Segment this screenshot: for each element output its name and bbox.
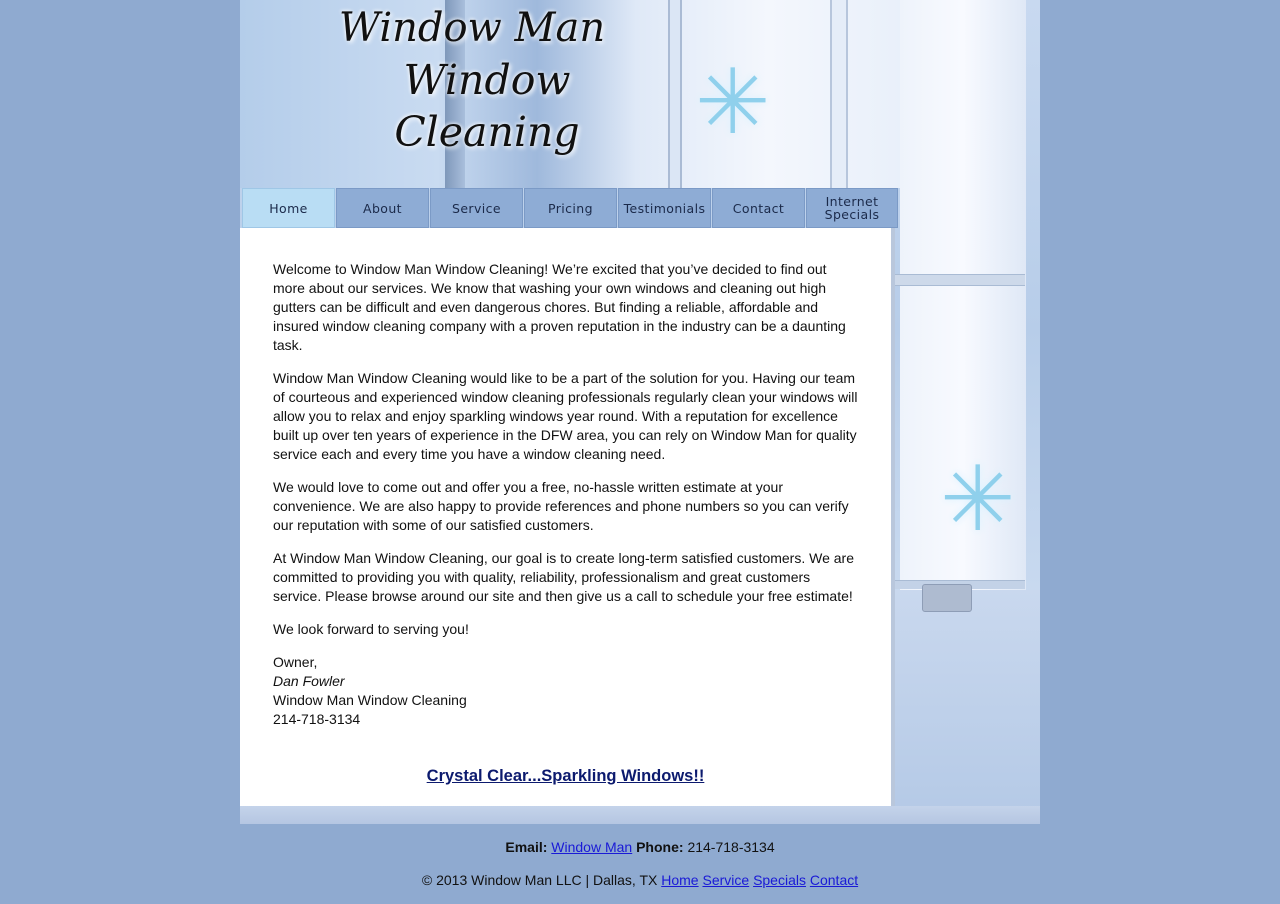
footer-copyright-bar	[0, 871, 1280, 889]
footer-link-service[interactable]: Service	[702, 872, 750, 888]
window-latch	[922, 584, 972, 612]
footer-email-link[interactable]: Window Man	[551, 839, 633, 855]
intro-paragraph-4: At Window Man Window Cleaning, our goal is to create long-term satisfied customers. We are committed to providing you with quality, reliability, professionalism and great customers service. Please browse around our site and then give us a call to schedule your free estimate!	[273, 550, 854, 604]
signature-block	[273, 653, 858, 729]
signature-role: Owner,	[273, 654, 318, 670]
frame-bottom-border	[240, 806, 1040, 824]
footer-email-label: Email:	[505, 839, 548, 855]
footer-link-home[interactable]: Home	[661, 872, 699, 888]
footer-phone-value: 214-718-3134	[687, 839, 775, 855]
footer-phone-label: Phone:	[636, 839, 684, 855]
footer-contact	[0, 838, 1280, 856]
window-frame-bar	[668, 0, 682, 188]
window-mullion	[895, 274, 1025, 286]
intro-paragraph-2: Window Man Window Cleaning would like to be a part of the solution for you. Having our team of courteous and experienced window cleaning professionals regularly clean your windows will allow you to relax and enjoy sparkling windows year round. With a reputation for excellence built up over ten years of experience in the DFW area, you can rely on Window Man for quality service each and every time you have a window cleaning need.	[273, 370, 858, 462]
nav-tab-home[interactable]: Home	[242, 188, 335, 228]
site-logo[interactable]	[302, 2, 642, 158]
signature-name: Dan Fowler	[273, 673, 345, 689]
signature-company: Window Man Window Cleaning	[273, 692, 467, 708]
footer-link-contact[interactable]: Contact	[809, 872, 859, 888]
footer-link-specials[interactable]: Specials	[753, 872, 806, 888]
nav-tab-service[interactable]: Service	[430, 188, 523, 228]
nav-tab-pricing[interactable]: Pricing	[524, 188, 617, 228]
page-frame	[240, 0, 1040, 824]
intro-paragraph-5: We look forward to serving you!	[273, 621, 469, 637]
sparkle-icon: ✳	[695, 50, 771, 155]
logo-line-1: Window Man	[338, 5, 606, 51]
sparkle-icon: ✳	[940, 447, 1016, 552]
window-frame-bar	[830, 0, 848, 188]
main-nav	[242, 188, 899, 228]
window-sill	[895, 590, 1040, 824]
nav-tab-internet-specials[interactable]: Internet Specials	[806, 188, 898, 228]
nav-tab-about[interactable]: About	[336, 188, 429, 228]
header-banner	[240, 0, 900, 188]
nav-tab-contact[interactable]: Contact	[712, 188, 805, 228]
intro-paragraph-1: Welcome to Window Man Window Cleaning! We’re excited that you’ve decided to find out more about our services. We know that washing your own windows and cleaning out high gutters can be difficult and even dangerous chores. But finding a reliable, affordable and insured window cleaning company with a proven reputation in the industry can be a daunting task.	[273, 261, 846, 353]
tagline-link[interactable]: Crystal Clear...Sparkling Windows!!	[426, 767, 705, 785]
main-content	[240, 228, 895, 806]
signature-phone: 214-718-3134	[273, 711, 361, 727]
intro-paragraph-3: We would love to come out and offer you a free, no-hassle written estimate at your convenience. We are also happy to provide references and phone numbers so you can verify our reputation with some of our satisfied customers.	[273, 479, 849, 533]
nav-tab-testimonials[interactable]: Testimonials	[618, 188, 711, 228]
logo-line-2: Window Cleaning	[394, 56, 580, 156]
footer-copyright: © 2013 Window Man LLC | Dallas, TX	[421, 872, 658, 888]
